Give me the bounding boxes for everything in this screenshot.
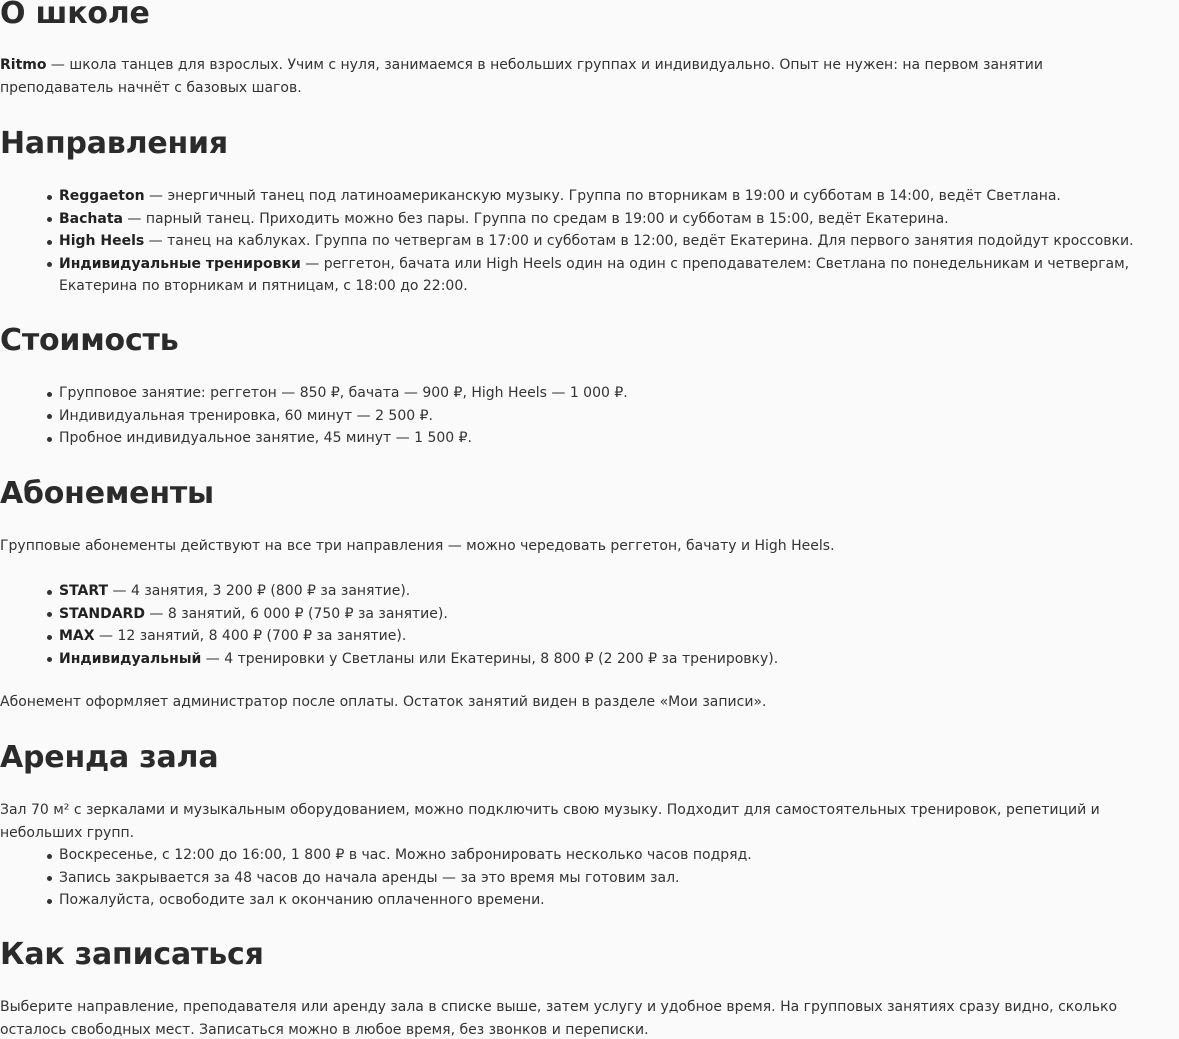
plan-name: Индивидуальный (59, 650, 202, 667)
brand-name: Ritmo (0, 57, 47, 73)
list-item (59, 625, 1179, 648)
direction-name: Bachata (59, 210, 123, 227)
rent-list (0, 844, 1179, 912)
plan-name: STANDARD (59, 605, 145, 622)
list-item (59, 230, 1179, 253)
section-title-subscriptions: Абонементы (0, 476, 214, 511)
howto-paragraph: Выберите направление, преподавателя или аренду зала в списке выше, затем услугу и удобное время. На групповых занятиях сразу видно, сколько осталось свободных мест. Записаться можно в любое время, без звонков и переписки. (0, 999, 1118, 1038)
plan-text: — 4 тренировки у Светланы или Екатерины, 8 800 ₽ (2 200 ₽ за тренировку). (201, 650, 779, 667)
list-item (59, 185, 1179, 208)
direction-text: — танец на каблуках. Группа по четвергам в 17:00 и субботам в 12:00, ведёт Екатерина. Для первого занятия подойдут кроссовки. (144, 233, 1134, 249)
list-item (59, 208, 1179, 231)
section-title-pricing: Стоимость (0, 323, 179, 358)
direction-name: Reggaeton (59, 188, 145, 204)
direction-text: — парный танец. Приходить можно без пары. Группа по средам в 19:00 и субботам в 15:00, ведёт Екатерина. (122, 210, 949, 227)
list-item: Индивидуальная тренировка, 60 минут — 2 500 ₽. (59, 405, 1179, 428)
direction-name: Индивидуальные тренировки (59, 255, 301, 272)
about-paragraph (0, 54, 1160, 99)
directions-list (0, 185, 1179, 298)
direction-name: High Heels (59, 233, 145, 249)
section-title-directions: Направления (0, 126, 228, 161)
section-title-howto: Как записаться (0, 937, 264, 972)
plan-name: MAX (59, 628, 95, 644)
plan-text: — 4 занятия, 3 200 ₽ (800 ₽ за занятие). (108, 583, 411, 599)
section-title-rent: Аренда зала (0, 740, 219, 775)
direction-text: — энергичный танец под латиноамериканскую музыку. Группа по вторникам в 19:00 и субботам в 14:00, ведёт Светлана. (144, 188, 1061, 204)
plan-text: — 12 занятий, 8 400 ₽ (700 ₽ за занятие). (94, 628, 407, 644)
subscriptions-intro: Групповые абонементы действуют на все три направления — можно чередовать реггетон, бачату и High Heels. (0, 538, 835, 554)
list-item (59, 580, 1179, 603)
plan-text: — 8 занятий, 6 000 ₽ (750 ₽ за занятие). (144, 605, 448, 622)
list-item (59, 603, 1179, 626)
rent-intro: Зал 70 м² с зеркалами и музыкальным оборудованием, можно подключить свою музыку. Подходит для самостоятельных тренировок, репетиций и небольших групп. (0, 802, 1100, 841)
list-item (59, 648, 1179, 671)
subscriptions-note: Абонемент оформляет администратор после оплаты. Остаток занятий виден в разделе «Мои записи». (0, 694, 767, 710)
subscriptions-list (0, 580, 1179, 670)
list-item: Групповое занятие: реггетон — 850 ₽, бачата — 900 ₽, High Heels — 1 000 ₽. (59, 382, 1179, 405)
list-item: Пожалуйста, освободите зал к окончанию оплаченного времени. (59, 889, 1179, 912)
plan-name: START (59, 583, 109, 599)
direction-text: — реггетон, бачата или High Heels один на один с преподавателем: Светлана по понедельникам и четвергам, Екатерина по вторникам и пятницам, с 18:00 до 22:00. (59, 255, 1130, 294)
list-item (59, 253, 1179, 298)
list-item: Воскресенье, с 12:00 до 16:00, 1 800 ₽ в час. Можно забронировать несколько часов подряд. (59, 844, 1179, 867)
list-item: Запись закрывается за 48 часов до начала аренды — за это время мы готовим зал. (59, 867, 1179, 890)
pricing-list (0, 382, 1179, 450)
list-item: Пробное индивидуальное занятие, 45 минут — 1 500 ₽. (59, 427, 1179, 450)
about-text: — школа танцев для взрослых. Учим с нуля, занимаемся в небольших группах и индивидуально. Опыт не нужен: на первом занятии преподаватель начнёт с базовых шагов. (0, 57, 1043, 96)
section-title-about: О школе (0, 0, 150, 31)
